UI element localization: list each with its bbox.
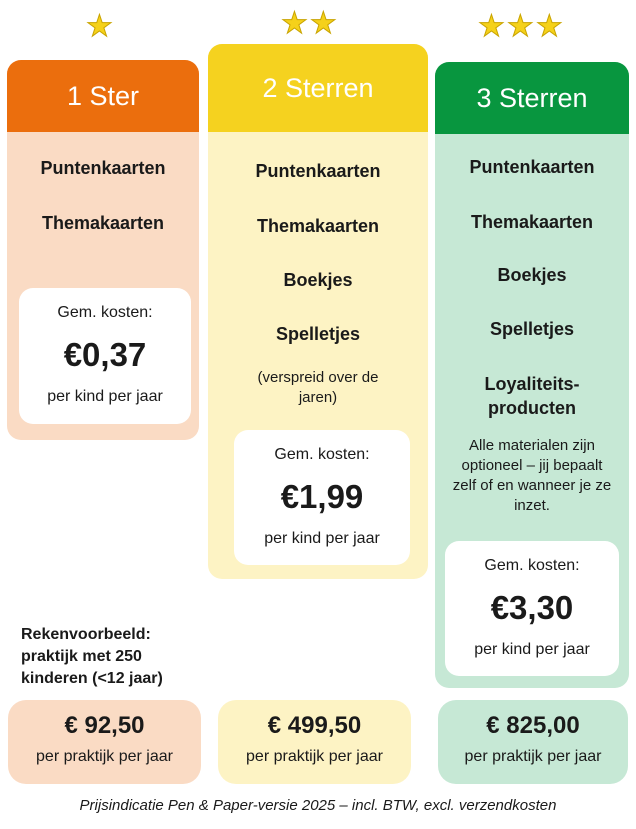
- cost-value: €1,99: [280, 478, 364, 515]
- feature-item: Puntenkaarten: [469, 157, 595, 177]
- two-star-rating: [281, 9, 337, 39]
- tier-title: 1 Ster: [66, 80, 140, 111]
- example-label: Rekenvoorbeeld: praktijk met 250 kinderen (<12 jaar): [21, 626, 163, 687]
- cost-value: €0,37: [63, 336, 147, 373]
- feature-item: Boekjes: [283, 270, 353, 290]
- one-star-rating: [86, 12, 113, 42]
- tier-note: (verspreid over de jaren): [257, 369, 379, 406]
- total-value: € 92,50: [64, 712, 145, 739]
- total-box-2-sterren: [218, 700, 411, 784]
- cost-box: [234, 430, 410, 565]
- feature-item: Puntenkaarten: [40, 158, 166, 178]
- cost-label: Gem. kosten:: [57, 304, 153, 321]
- cost-unit: per kind per jaar: [474, 641, 590, 658]
- feature-item: Themakaarten: [256, 216, 380, 236]
- cost-unit: per kind per jaar: [264, 530, 380, 547]
- feature-item: Spelletjes: [489, 319, 575, 339]
- feature-item: Themakaarten: [470, 212, 594, 232]
- total-unit: per praktijk per jaar: [464, 748, 602, 765]
- tier-card-2-sterren: [208, 44, 428, 579]
- total-box-1-ster: [8, 700, 201, 784]
- star-icon: ★: [281, 7, 308, 40]
- total-unit: per praktijk per jaar: [246, 748, 383, 765]
- total-value: € 499,50: [267, 712, 362, 739]
- star-icon: ★: [535, 10, 563, 43]
- tier-header: [7, 60, 199, 132]
- tier-title: 3 Sterren: [476, 82, 588, 113]
- feature-item: Loyaliteits-producten: [484, 374, 580, 418]
- feature-item: Puntenkaarten: [255, 161, 381, 181]
- star-icon: ★: [506, 10, 534, 43]
- feature-item: Themakaarten: [41, 213, 165, 233]
- tier-card-3-sterren: [435, 62, 629, 688]
- tier-note: Alle materialen zijn optioneel – jij bepaalt zelf of en wanneer je ze inzet.: [452, 437, 612, 514]
- total-box-3-sterren: [438, 700, 628, 784]
- cost-label: Gem. kosten:: [274, 446, 370, 463]
- star-icon: ★: [478, 10, 505, 43]
- tier-header: [208, 44, 428, 132]
- price-footnote: Prijsindicatie Pen & Paper-versie 2025 – incl. BTW, excl. verzendkosten: [79, 797, 557, 814]
- star-icon: ★: [309, 7, 337, 40]
- three-star-rating: [478, 12, 563, 42]
- total-value: € 825,00: [486, 712, 580, 739]
- tier-card-1-ster: [7, 60, 199, 440]
- star-icon: ★: [86, 10, 113, 43]
- cost-unit: per kind per jaar: [47, 388, 163, 405]
- cost-label: Gem. kosten:: [484, 557, 580, 574]
- cost-box: [445, 541, 619, 676]
- cost-value: €3,30: [490, 589, 574, 626]
- total-unit: per praktijk per jaar: [36, 748, 173, 765]
- tier-title: 2 Sterren: [262, 72, 374, 103]
- tier-header: [435, 62, 629, 134]
- feature-item: Spelletjes: [275, 324, 361, 344]
- feature-item: Boekjes: [497, 265, 567, 285]
- cost-box: [19, 288, 191, 424]
